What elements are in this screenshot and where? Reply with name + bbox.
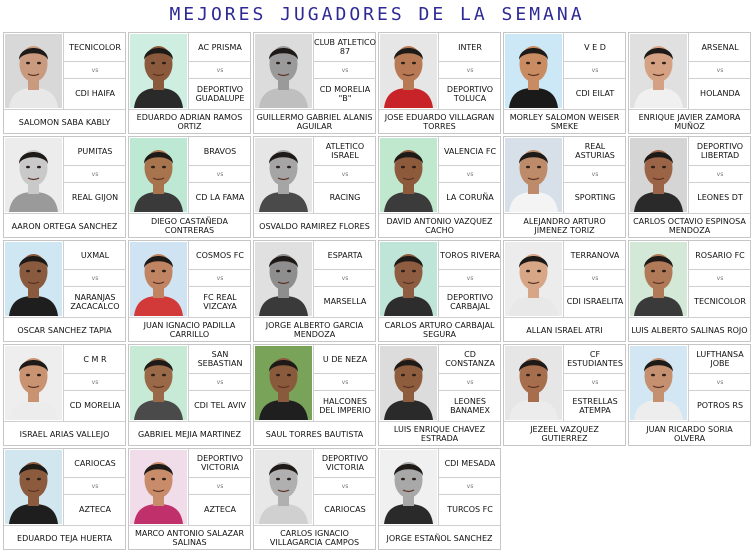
player-card xyxy=(253,136,376,238)
away-team: AZTECA xyxy=(79,505,111,514)
player-card xyxy=(378,240,501,342)
player-card xyxy=(503,136,626,238)
vs-label: vs xyxy=(439,166,501,183)
vs-label: vs xyxy=(64,270,126,287)
player-card xyxy=(253,344,376,446)
player-name: GABRIEL MEJIA MARTINEZ xyxy=(129,421,250,446)
match-teams xyxy=(64,449,126,525)
vs-label: vs xyxy=(314,62,376,79)
player-card xyxy=(378,448,501,550)
away-team: CARIOCAS xyxy=(324,505,366,514)
player-photo xyxy=(505,346,562,420)
player-card xyxy=(253,32,376,134)
player-photo xyxy=(630,34,687,108)
match-teams xyxy=(689,345,751,421)
home-team: C M R xyxy=(64,345,126,374)
match-teams xyxy=(189,241,251,317)
match-teams xyxy=(314,137,376,213)
match-teams xyxy=(439,449,501,525)
away-team: CD LA FAMA xyxy=(195,193,245,202)
player-name: AARON ORTEGA SANCHEZ xyxy=(4,213,125,238)
away-team: FC REAL VIZCAYA xyxy=(203,292,237,311)
player-card xyxy=(128,344,251,446)
vs-label: vs xyxy=(64,374,126,391)
match-teams xyxy=(314,449,376,525)
away-team: DEPORTIVO TOLUCA xyxy=(446,84,494,103)
away-team: TECNICOLOR xyxy=(694,297,746,306)
player-name: SAUL TORRES BAUTISTA xyxy=(254,421,375,446)
player-card xyxy=(628,344,751,446)
home-team: SAN SEBASTIAN xyxy=(189,345,251,374)
away-team: CDI ISRAELITA xyxy=(566,297,624,306)
home-team: REAL ASTURIAS xyxy=(564,137,626,166)
player-photo xyxy=(130,34,187,108)
away-team: REAL GIJON xyxy=(71,193,119,202)
player-name: OSCAR SANCHEZ TAPIA xyxy=(4,317,125,342)
player-name: JUAN RICARDO SORIA OLVERA xyxy=(629,421,750,446)
away-team: MARSELLA xyxy=(323,297,367,306)
away-team: NARANJAS ZACACALCO xyxy=(70,292,120,311)
player-name: CARLOS OCTAVIO ESPINOSA MENDOZA xyxy=(629,213,750,238)
vs-label: vs xyxy=(64,62,126,79)
match-teams xyxy=(689,137,751,213)
player-name: MORLEY SALOMON WEISER SMEKE xyxy=(504,109,625,134)
player-photo xyxy=(5,450,62,524)
player-card xyxy=(628,32,751,134)
player-card xyxy=(378,344,501,446)
player-card xyxy=(503,240,626,342)
match-teams xyxy=(64,241,126,317)
player-photo xyxy=(380,450,437,524)
home-team: TECNICOLOR xyxy=(64,33,126,62)
match-teams xyxy=(314,241,376,317)
player-card xyxy=(128,240,251,342)
vs-label: vs xyxy=(689,62,751,79)
player-photo xyxy=(380,138,437,212)
away-team: CDI HAIFA xyxy=(75,89,115,98)
away-team: LEONES BANAMEX xyxy=(450,396,490,415)
match-teams xyxy=(439,33,501,109)
player-card xyxy=(3,32,126,134)
player-card xyxy=(628,240,751,342)
vs-label: vs xyxy=(64,166,126,183)
home-team: ESPARTA xyxy=(314,241,376,270)
player-photo xyxy=(630,138,687,212)
player-card xyxy=(253,448,376,550)
player-name: ENRIQUE JAVIER ZAMORA MUÑOZ xyxy=(629,109,750,134)
player-name: ALLAN ISRAEL ATRI xyxy=(504,317,625,342)
player-name: OSVALDO RAMIREZ FLORES xyxy=(254,213,375,238)
player-card xyxy=(378,32,501,134)
player-photo xyxy=(130,242,187,316)
home-team: ATLETICO ISRAEL xyxy=(314,137,376,166)
away-team: TURCOS FC xyxy=(447,505,493,514)
player-name: GUILLERMO GABRIEL ALANIS AGUILAR xyxy=(254,109,375,134)
home-team: LUFTHANSA JOBE xyxy=(689,345,751,374)
vs-label: vs xyxy=(189,62,251,79)
player-photo xyxy=(5,346,62,420)
vs-label: vs xyxy=(689,374,751,391)
player-photo xyxy=(130,450,187,524)
player-photo xyxy=(380,346,437,420)
home-team: V E D xyxy=(564,33,626,62)
player-photo xyxy=(130,138,187,212)
player-photo xyxy=(5,242,62,316)
home-team: CLUB ATLETICO 87 xyxy=(314,33,376,62)
match-teams xyxy=(64,137,126,213)
home-team: DEPORTIVO VICTORIA xyxy=(189,449,251,478)
player-card xyxy=(3,448,126,550)
player-photo xyxy=(5,34,62,108)
match-teams xyxy=(689,241,751,317)
match-teams xyxy=(64,345,126,421)
player-name: MARCO ANTONIO SALAZAR SALINAS xyxy=(129,525,250,550)
player-name: ISRAEL ARIAS VALLEJO xyxy=(4,421,125,446)
player-name: ALEJANDRO ARTURO JIMENEZ TORIZ xyxy=(504,213,625,238)
player-name: JORGE ESTAÑOL SANCHEZ xyxy=(379,525,500,550)
away-team: DEPORTIVO CARBAJAL xyxy=(446,292,494,311)
away-team: HALCONES DEL IMPERIO xyxy=(319,396,371,415)
vs-label: vs xyxy=(189,270,251,287)
home-team: UXMAL xyxy=(64,241,126,270)
away-team: CD MORELIA xyxy=(69,401,121,410)
player-name: CARLOS ARTURO CARBAJAL SEGURA xyxy=(379,317,500,342)
match-teams xyxy=(564,137,626,213)
player-photo xyxy=(505,138,562,212)
home-team: ARSENAL xyxy=(689,33,751,62)
player-photo xyxy=(130,346,187,420)
player-photo xyxy=(380,242,437,316)
match-teams xyxy=(314,33,376,109)
away-team: ESTRELLAS ATEMPA xyxy=(572,396,618,415)
match-teams xyxy=(189,33,251,109)
home-team: CARIOCAS xyxy=(64,449,126,478)
away-team: CDI TEL AVIV xyxy=(194,401,246,410)
page-title: MEJORES JUGADORES DE LA SEMANA xyxy=(169,4,585,25)
player-card xyxy=(503,32,626,134)
player-card xyxy=(128,136,251,238)
vs-label: vs xyxy=(314,166,376,183)
player-name: JOSE EDUARDO VILLAGRAN TORRES xyxy=(379,109,500,134)
vs-label: vs xyxy=(564,374,626,391)
vs-label: vs xyxy=(564,62,626,79)
home-team: DEPORTIVO VICTORIA xyxy=(314,449,376,478)
player-photo xyxy=(505,34,562,108)
player-photo xyxy=(630,242,687,316)
player-card xyxy=(3,136,126,238)
vs-label: vs xyxy=(314,270,376,287)
player-card xyxy=(503,344,626,446)
match-teams xyxy=(564,345,626,421)
away-team: LA CORUÑA xyxy=(446,193,494,202)
vs-label: vs xyxy=(439,62,501,79)
player-card xyxy=(628,136,751,238)
match-teams xyxy=(439,137,501,213)
away-team: DEPORTIVO GUADALUPE xyxy=(195,84,245,103)
home-team: CF ESTUDIANTES xyxy=(564,345,626,374)
away-team: RACING xyxy=(329,193,361,202)
home-team: PUMITAS xyxy=(64,137,126,166)
away-team: CD MORELIA "B" xyxy=(319,84,371,103)
player-photo xyxy=(255,34,312,108)
player-name: SALOMON SABA KABLY xyxy=(4,109,125,134)
home-team: BRAVOS xyxy=(189,137,251,166)
player-card xyxy=(378,136,501,238)
home-team: CD CONSTANZA xyxy=(439,345,501,374)
vs-label: vs xyxy=(564,166,626,183)
away-team: POTROS RS xyxy=(696,401,744,410)
player-photo xyxy=(255,346,312,420)
home-team: INTER xyxy=(439,33,501,62)
home-team: DEPORTIVO LIBERTAD xyxy=(689,137,751,166)
away-team: LEONES DT xyxy=(697,193,743,202)
player-name: LUIS ENRIQUE CHAVEZ ESTRADA xyxy=(379,421,500,446)
player-photo xyxy=(5,138,62,212)
player-name: DIEGO CASTAÑEDA CONTRERAS xyxy=(129,213,250,238)
player-name: CARLOS IGNACIO VILLAGARCIA CAMPOS xyxy=(254,525,375,550)
player-name: JORGE ALBERTO GARCIA MENDOZA xyxy=(254,317,375,342)
match-teams xyxy=(439,345,501,421)
vs-label: vs xyxy=(689,270,751,287)
vs-label: vs xyxy=(564,270,626,287)
player-card xyxy=(3,240,126,342)
player-card xyxy=(128,448,251,550)
vs-label: vs xyxy=(189,478,251,495)
match-teams xyxy=(689,33,751,109)
match-teams xyxy=(439,241,501,317)
player-photo xyxy=(255,450,312,524)
home-team: U DE NEZA xyxy=(314,345,376,374)
player-photo xyxy=(255,242,312,316)
player-name: JUAN IGNACIO PADILLA CARRILLO xyxy=(129,317,250,342)
match-teams xyxy=(189,137,251,213)
player-name: EDUARDO ADRIAN RAMOS ORTIZ xyxy=(129,109,250,134)
vs-label: vs xyxy=(314,478,376,495)
home-team: COSMOS FC xyxy=(189,241,251,270)
player-name: DAVID ANTONIO VAZQUEZ CACHO xyxy=(379,213,500,238)
match-teams xyxy=(564,33,626,109)
away-team: CDI EILAT xyxy=(575,89,615,98)
player-name: EDUARDO TEJA HUERTA xyxy=(4,525,125,550)
vs-label: vs xyxy=(64,478,126,495)
vs-label: vs xyxy=(314,374,376,391)
player-photo xyxy=(380,34,437,108)
vs-label: vs xyxy=(189,374,251,391)
player-photo xyxy=(630,346,687,420)
away-team: HOLANDA xyxy=(700,89,740,98)
home-team: AC PRISMA xyxy=(189,33,251,62)
away-team: AZTECA xyxy=(204,505,236,514)
player-photo xyxy=(255,138,312,212)
vs-label: vs xyxy=(689,166,751,183)
away-team: SPORTING xyxy=(574,193,616,202)
player-name: JEZEEL VAZQUEZ GUTIERREZ xyxy=(504,421,625,446)
home-team: CDI MESADA xyxy=(439,449,501,478)
match-teams xyxy=(189,449,251,525)
match-teams xyxy=(64,33,126,109)
vs-label: vs xyxy=(439,478,501,495)
player-photo xyxy=(505,242,562,316)
player-card xyxy=(253,240,376,342)
home-team: TOROS RIVERA xyxy=(439,241,501,270)
home-team: TERRANOVA xyxy=(564,241,626,270)
match-teams xyxy=(189,345,251,421)
home-team: ROSARIO FC xyxy=(689,241,751,270)
player-name: LUIS ALBERTO SALINAS ROJO xyxy=(629,317,750,342)
vs-label: vs xyxy=(189,166,251,183)
match-teams xyxy=(564,241,626,317)
player-card xyxy=(128,32,251,134)
player-card xyxy=(3,344,126,446)
match-teams xyxy=(314,345,376,421)
vs-label: vs xyxy=(439,270,501,287)
home-team: VALENCIA FC xyxy=(439,137,501,166)
vs-label: vs xyxy=(439,374,501,391)
